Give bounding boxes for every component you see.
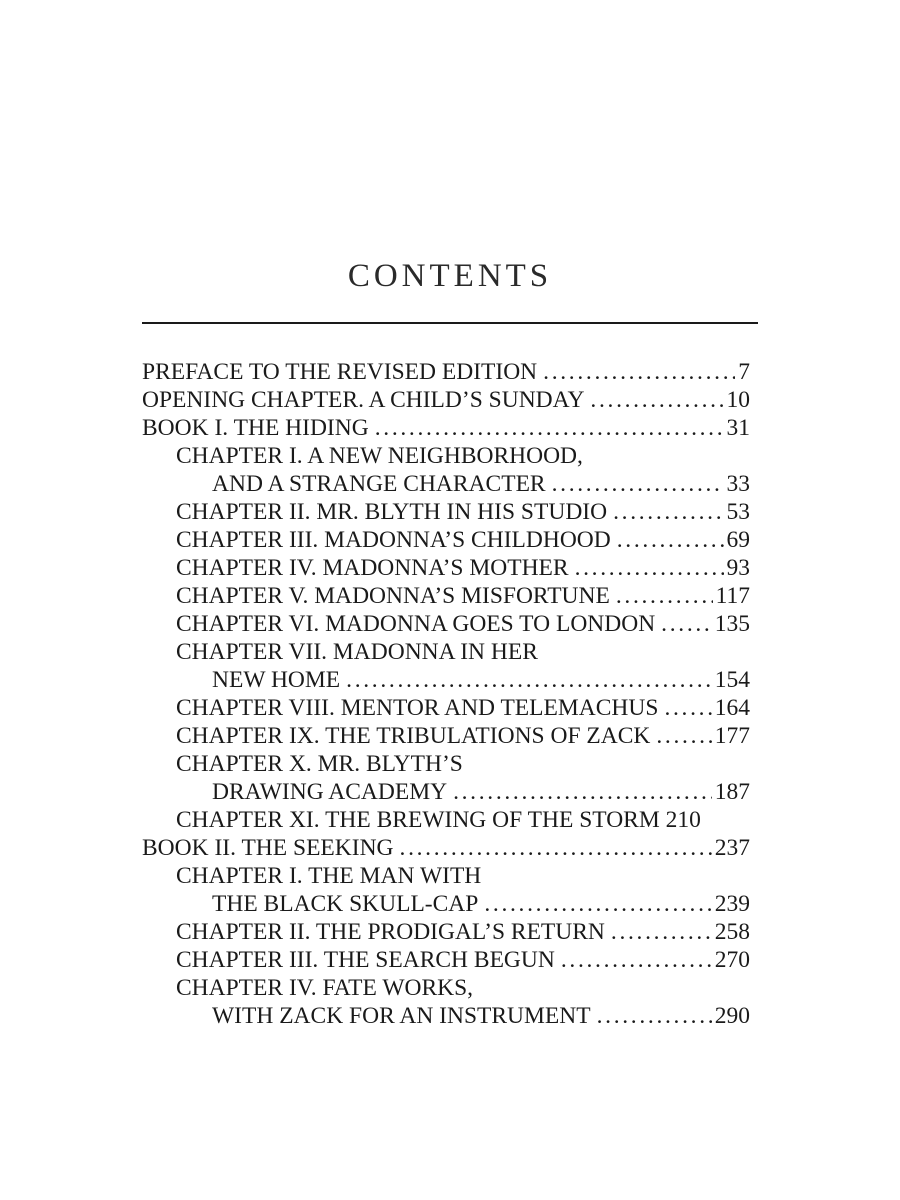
toc-entry: [142, 750, 750, 778]
toc-entry-page-number: 53: [726, 499, 750, 525]
toc-entry-title: BOOK I. THE HIDING: [142, 415, 369, 441]
toc-entry-page-number: 31: [726, 415, 750, 441]
toc-entry: [142, 1002, 750, 1030]
toc-entry-page-number: 270: [714, 947, 750, 973]
toc-entry-title: PREFACE TO THE REVISED EDITION: [142, 359, 538, 385]
toc-entry: [142, 834, 750, 862]
toc-entry-title: CHAPTER X. MR. BLYTH’S: [176, 751, 463, 777]
toc-entry: [142, 442, 750, 470]
toc-entry-page-number: 7: [738, 359, 750, 385]
toc-entry: [142, 610, 750, 638]
toc-entry: [142, 414, 750, 442]
dot-leader: [661, 610, 712, 638]
dot-leader: [453, 778, 712, 806]
toc-entry-title: CHAPTER II. MR. BLYTH IN HIS STUDIO: [176, 499, 608, 525]
toc-entry-page-number: 93: [726, 555, 750, 581]
toc-entry-title: CHAPTER IX. THE TRIBULATIONS OF ZACK: [176, 723, 651, 749]
toc-entry-title: WITH ZACK FOR AN INSTRUMENT: [212, 1003, 591, 1029]
toc-entry: [142, 890, 750, 918]
dot-leader: [590, 386, 723, 414]
heading-rule: [142, 322, 758, 324]
toc-entry: [142, 974, 750, 1002]
dot-leader: [552, 470, 724, 498]
toc-entry-title: CHAPTER II. THE PRODIGAL’S RETURN: [176, 919, 605, 945]
toc-entry: [142, 778, 750, 806]
toc-entry-title: DRAWING ACADEMY: [212, 779, 448, 805]
toc-entry-title: AND A STRANGE CHARACTER: [212, 471, 546, 497]
toc-entry: [142, 806, 750, 834]
toc-entry-title: BOOK II. THE SEEKING: [142, 835, 394, 861]
dot-leader: [575, 554, 724, 582]
toc-entry-page-number: 187: [714, 779, 750, 805]
toc-entry-page-number: 237: [714, 835, 750, 861]
dot-leader: [613, 498, 723, 526]
toc-entry-title: CHAPTER VI. MADONNA GOES TO LONDON: [176, 611, 656, 637]
toc-entry: [142, 918, 750, 946]
dot-leader: [656, 722, 711, 750]
toc-entry-page-number: 177: [714, 723, 750, 749]
toc-entry-title: CHAPTER V. MADONNA’S MISFORTUNE: [176, 583, 610, 609]
toc-entry: [142, 666, 750, 694]
dot-leader: [400, 834, 712, 862]
dot-leader: [375, 414, 724, 442]
toc-entry-page-number: 239: [714, 891, 750, 917]
dot-leader: [597, 1002, 712, 1030]
toc-entry-title: CHAPTER IV. FATE WORKS,: [176, 975, 474, 1001]
toc-entry: [142, 946, 750, 974]
toc-entry-title: THE BLACK SKULL-CAP: [212, 891, 479, 917]
dot-leader: [664, 694, 711, 722]
dot-leader: [611, 918, 712, 946]
toc-entry: [142, 862, 750, 890]
toc-entry-page-number: 164: [714, 695, 750, 721]
toc-entry-page-number: 10: [726, 387, 750, 413]
toc-entry-title: CHAPTER III. THE SEARCH BEGUN: [176, 947, 555, 973]
toc-entry: [142, 358, 750, 386]
toc-entry: [142, 582, 750, 610]
toc-entry-page-number: 154: [714, 667, 750, 693]
toc-entry: [142, 470, 750, 498]
toc-entry-title: CHAPTER I. A NEW NEIGHBORHOOD,: [176, 443, 583, 469]
toc-entry-page-number: 135: [714, 611, 750, 637]
toc-entry-page-number: 33: [726, 471, 750, 497]
dot-leader: [346, 666, 712, 694]
toc-entry: [142, 526, 750, 554]
dot-leader: [561, 946, 712, 974]
toc-entry: [142, 694, 750, 722]
dot-leader: [616, 582, 713, 610]
toc-entry-title: CHAPTER VII. MADONNA IN HER: [176, 639, 538, 665]
toc-entry-page-number: 210: [665, 807, 701, 833]
toc-entry: [142, 554, 750, 582]
toc-entry: [142, 386, 750, 414]
toc-entry-page-number: 117: [715, 583, 750, 609]
toc-entry-page-number: 290: [714, 1003, 750, 1029]
toc-entry-page-number: 258: [714, 919, 750, 945]
toc-entry-title: CHAPTER III. MADONNA’S CHILDHOOD: [176, 527, 611, 553]
table-of-contents: [142, 358, 750, 1030]
toc-entry-title: CHAPTER IV. MADONNA’S MOTHER: [176, 555, 569, 581]
toc-entry-title: CHAPTER I. THE MAN WITH: [176, 863, 482, 889]
dot-leader: [617, 526, 724, 554]
toc-entry: [142, 638, 750, 666]
toc-entry-title: CHAPTER VIII. MENTOR AND TELEMACHUS: [176, 695, 659, 721]
toc-entry-title: CHAPTER XI. THE BREWING OF THE STORM: [176, 807, 660, 833]
dot-leader: [543, 358, 735, 386]
contents-heading: CONTENTS: [347, 258, 553, 294]
dot-leader: [484, 890, 711, 918]
toc-entry-title: NEW HOME: [212, 667, 341, 693]
toc-entry-title: OPENING CHAPTER. A CHILD’S SUNDAY: [142, 387, 585, 413]
toc-entry: [142, 498, 750, 526]
toc-entry-page-number: 69: [726, 527, 750, 553]
toc-entry: [142, 722, 750, 750]
